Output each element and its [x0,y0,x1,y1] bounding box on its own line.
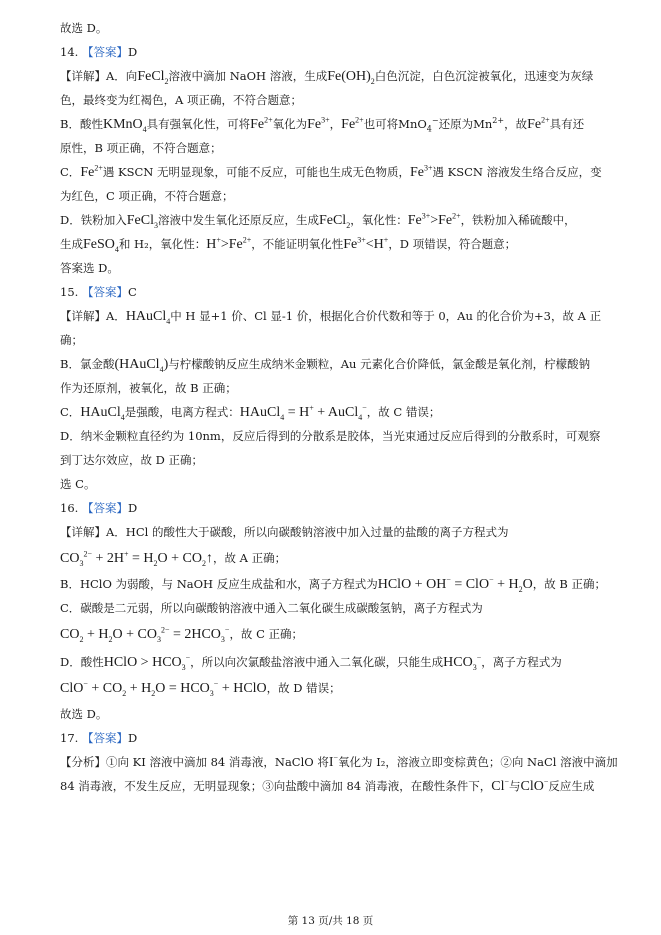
question-16-answer: 16. 【答案】D [60,501,138,515]
text-line: 【分析】①向 KI 溶液中滴加 84 消毒液，NaClO 将I−氧化为 I₂，溶液立即变棕黄色；②向 NaCl 溶液中滴加 [60,753,618,770]
text-line: C．HAuCl$_4$是强酸，电离方程式：HAuCl$_4$ = H+ + AuCl$_4$−，故 C 错误； [60,403,441,422]
text-line: 【详解】A．向FeCl$_2$溶液中滴加 NaOH 溶液，生成$Fe(OH)_2$白色沉淀，白色沉淀被氧化，迅速变为灰绿 [60,69,594,86]
answer-label: 【答案】 [81,285,128,299]
text-line: B．氯金酸(HAuCl$_4$)与柠檬酸钠反应生成纳米金颗粒，Au 元素化合价降低，氯金酸是氧化剂，柠檬酸钠 [60,357,591,374]
answer-label: 【答案】 [81,501,128,515]
page-footer: 第 13 页/共 18 页 [287,915,374,927]
equation-line: $CO_2 + H_2O + CO_3^{2-} = 2HCO_3^-$，故 C 正确； [60,625,304,644]
question-14-answer: 14. 【答案】D [60,45,138,59]
text-line: B．HClO 为弱酸，与 NaOH 反应生成盐和水，离子方程式为HClO + $OH^- = ClO^- + H_2O$，故 B 正确； [60,575,606,594]
text-line: 作为还原剂，被氧化，故 B 正确； [60,381,237,395]
text-line: 故选 D。 [60,21,108,35]
text-line: 生成FeSO$_4$和 H₂，氧化性：$H^+>Fe^{2+}$，不能证明氧化性$Fe^{3+}<H^+$，D 项错误，符合题意； [60,235,517,254]
text-line: B．酸性KMnO$_4$具有强氧化性，可将$Fe^{2+}$氧化为$Fe^{3+}$，$Fe^{2+}$也可将MnO$_4$−还原为$Mn^{2+}$，故$Fe^{2+}$具有还 [60,115,585,134]
text-line: 故选 D。 [60,707,108,721]
text-line: D．纳米金颗粒直径约为 10nm，反应后得到的分散系是胶体，当光束通过反应后得到的分散系时，可观察 [60,429,601,443]
answer-label: 【答案】 [81,45,128,59]
question-15-answer: 15. 【答案】C [60,285,137,299]
text-line: D．酸性HClO > $HCO_3^-$，所以向次氯酸盐溶液中通入二氧化碳，只能生成$HCO_3^-$，离子方程式为 [60,653,562,672]
text-line: C．碳酸是二元弱，所以向碳酸钠溶液中通入二氧化碳生成碳酸氢钠，离子方程式为 [60,601,483,615]
text-line: 原性，B 项正确，不符合题意； [60,141,222,155]
text-line: 答案选 D。 [60,261,119,275]
equation-line: $ClO^- + CO_2 + H_2O = HCO_3^-$ + HClO，故 D 错误； [60,679,341,698]
text-line: 84 消毒液，不发生反应，无明显现象；③向盐酸中滴加 84 消毒液，在酸性条件下，Cl−与ClO−反应生成 [60,777,595,794]
equation-line: $CO_3^{2-} + 2H^+ = H_2O$ + $CO_2↑$，故 A 正确； [60,549,287,568]
text-line: 【详解】A．HAuCl$_4$中 H 显+1 价、Cl 显-1 价，根据化合价代数和等于 0，Au 的化合价为+3，故 A 正 [60,309,602,326]
text-line: D．铁粉加入FeCl$_3$溶液中发生氧化还原反应，生成FeCl$_2$，氧化性：$Fe^{3+}>Fe^{2+}$，铁粉加入稀硫酸中， [60,211,576,230]
text-line: 确； [60,333,83,347]
text-line: 到丁达尔效应，故 D 正确； [60,453,204,467]
text-line: 【详解】A．HCl 的酸性大于碳酸，所以向碳酸钠溶液中加入过量的盐酸的离子方程式为 [60,525,509,539]
text-line: 色，最终变为红褐色，A 项正确，不符合题意； [60,93,302,107]
question-17-answer: 17. 【答案】D [60,731,138,745]
text-line: C．$Fe^{2+}$遇 KSCN 无明显现象，可能不反应，可能也生成无色物质，$Fe^{3+}$遇 KSCN 溶液发生络合反应，变 [60,163,602,180]
text-line: 选 C。 [60,477,96,491]
answer-label: 【答案】 [81,731,128,745]
text-line: 为红色，C 项正确，不符合题意； [60,189,234,203]
